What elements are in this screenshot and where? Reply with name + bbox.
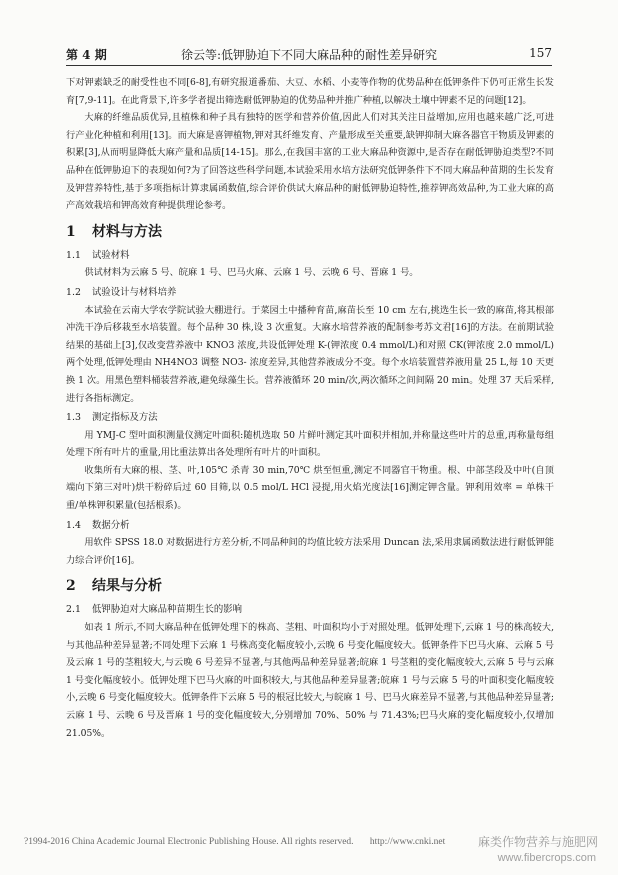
subsection-heading — [66, 601, 554, 619]
section-number: 1 — [66, 223, 76, 240]
intro-paragraph-2: 大麻的纤维品质优异,且植株和种子具有独特的医学和营养价值,因此人们对其关注日益增加,应用也越来越广泛,可进行产业化种植和利用[13]。而大麻是喜钾植物,钾对其纤维发育、产量形成至关重要,缺钾抑制大麻各器官干物质及钾素的积累[3],从而明显降低大麻产量和品质[14-15]。那么,在我国丰富的工业大麻品种资源中,是否存在耐低钾胁迫类型?不同品种在低钾胁迫下的表现如何?为了回答这些科学问题,本试验采用水培方法研究低钾条件下不同大麻品种苗期的生长发育及钾营养特性,基于多项指标计算隶属函数值,综合评价供试大麻品种的耐低钾胁迫特性,推荐钾高效品种,为工业大麻的高产高效栽培和钾高效育种提供理论参考。 — [66, 112, 554, 212]
subsection-title: 低钾胁迫对大麻品种苗期生长的影响 — [92, 604, 243, 616]
subsection-number: 1.1 — [66, 249, 81, 261]
subsection-heading — [66, 284, 554, 302]
intro-paragraph-1: 下对钾素缺乏的耐受性也不同[6-8],有研究报道番茄、大豆、水稻、小麦等作物的优势品种在低钾条件下仍可正常生长发育[7,9-11]。在此背景下,许多学者提出筛选耐低钾胁迫的优势品种并推广种植,以解决土壤中钾素不足的问题[12]。 — [66, 77, 554, 106]
subsection-heading — [66, 247, 554, 265]
watermark-url: www.fibercrops.com — [497, 852, 596, 864]
paragraph: 如表 1 所示,不同大麻品种在低钾处理下的株高、茎粗、叶面积均小于对照处理。低钾处理下,云麻 1 号的株高较大,与其他品种差异显著;不同处理下云麻 1 号株高变化幅度较小,云晚 6 号变化幅度较大。低钾条件下巴马火麻、云麻 5 号及云麻 1 号的茎粗较大,与云晚 6 号差异不显著,与其他两品种差异显著;皖麻 1 号茎粗的变化幅度较大,云麻 5 号与云麻 1 号变化幅度较小。低钾处理下巴马火麻的叶面积较大,与其他品种差异显著;皖麻 1 号与云麻 5 号的叶面积变化幅度较小,云晚 6 号变化幅度较大。低钾条件下云麻 5 号的根冠比较大,与皖麻 1 号、巴马火麻差异不显著,与其他品种差异显著;云麻 1 号、云晚 6 号及晋麻 1 号的变化幅度较大,分别增加 70%、50% 与 71.43%;巴马火麻的变化幅度较小,仅增加 21.05%。 — [66, 622, 554, 739]
subsection-number: 1.2 — [66, 286, 81, 298]
subsection-number: 2.1 — [66, 604, 81, 616]
section-title: 结果与分析 — [92, 578, 162, 595]
paragraph: 供试材料为云麻 5 号、皖麻 1 号、巴马火麻、云麻 1 号、云晚 6 号、晋麻 1 号。 — [84, 267, 419, 279]
page-number: 157 — [529, 46, 552, 60]
paragraph: 本试验在云南大学农学院试验大棚进行。于菜园土中播种育苗,麻苗长至 10 cm 左右,挑选生长一致的麻苗,将其根部冲洗干净后移栽至水培装置。每个品种 30 株,设 3 次重复。大麻水培营养液的配制参考苏文君[16]的方法。在前期试验结果的基础上[3],仅改变营养液中 KNO3 浓度,共设低钾处理 K-(钾浓度 0.4 mmol/L)和对照 CK(钾浓度 2.0 mmol/L)两个处理,低钾处理由 NH4NO3 调整 NO3- 浓度差异,其他营养液成分不变。每个水培装置营养液用量 25 L,每 10 天更换 1 次。用黑色塑料桶装营养液,避免绿藻生长。营养液循环 20 min/次,两次循环之间间隔 20 min。处理 37 天后采样,进行各指标测定。 — [66, 304, 554, 404]
section-heading — [66, 576, 554, 596]
issue-number: 第 4 期 — [66, 48, 107, 62]
article-body — [66, 74, 554, 742]
watermark-text: 麻类作物营养与施肥网 — [477, 835, 598, 849]
copyright-text: ?1994-2016 China Academic Journal Electronic Publishing House. All rights reserved. — [24, 837, 354, 847]
section-heading — [66, 222, 554, 242]
paragraph: 用软件 SPSS 18.0 对数据进行方差分析,不同品种间的均值比较方法采用 Duncan 法,采用隶属函数法进行耐低钾能力综合评价[16]。 — [66, 537, 554, 566]
header-rule — [66, 65, 552, 66]
section-number: 2 — [66, 578, 76, 595]
subsection-number: 1.3 — [66, 412, 81, 424]
subsection-title: 试验设计与材料培养 — [92, 286, 177, 298]
paragraph: 收集所有大麻的根、茎、叶,105℃ 杀青 30 min,70℃ 烘至恒重,测定不同器官干物重。根、中部茎段及中叶(自顶端向下第三对叶)烘干粉碎后过 60 目筛,以 0.5 mol/L HCl 浸提,用火焰光度法[16]测定钾含量。钾利用效率 = 单株干重/单株钾积累量(包括根系)。 — [66, 464, 554, 512]
running-title: 徐云等:低钾胁迫下不同大麻品种的耐性差异研究 — [180, 48, 438, 62]
subsection-number: 1.4 — [66, 519, 81, 531]
section-title: 材料与方法 — [92, 223, 162, 240]
subsection-title: 数据分析 — [92, 519, 130, 531]
subsection-heading — [66, 409, 554, 427]
subsection-title: 测定指标及方法 — [92, 412, 158, 424]
page-footer — [24, 837, 598, 847]
subsection-heading — [66, 517, 554, 535]
page-header — [66, 44, 552, 64]
subsection-title: 试验材料 — [92, 249, 130, 261]
paragraph: 用 YMJ-C 型叶面积测量仪测定叶面积:随机选取 50 片鲜叶测定其叶面积并相加,并称量这些叶片的总重,再称量每组处理下所有叶片的重量,用比重法算出各处理所有叶片的叶面积。 — [66, 429, 554, 459]
cnki-link[interactable]: http://www.cnki.net — [369, 837, 446, 847]
